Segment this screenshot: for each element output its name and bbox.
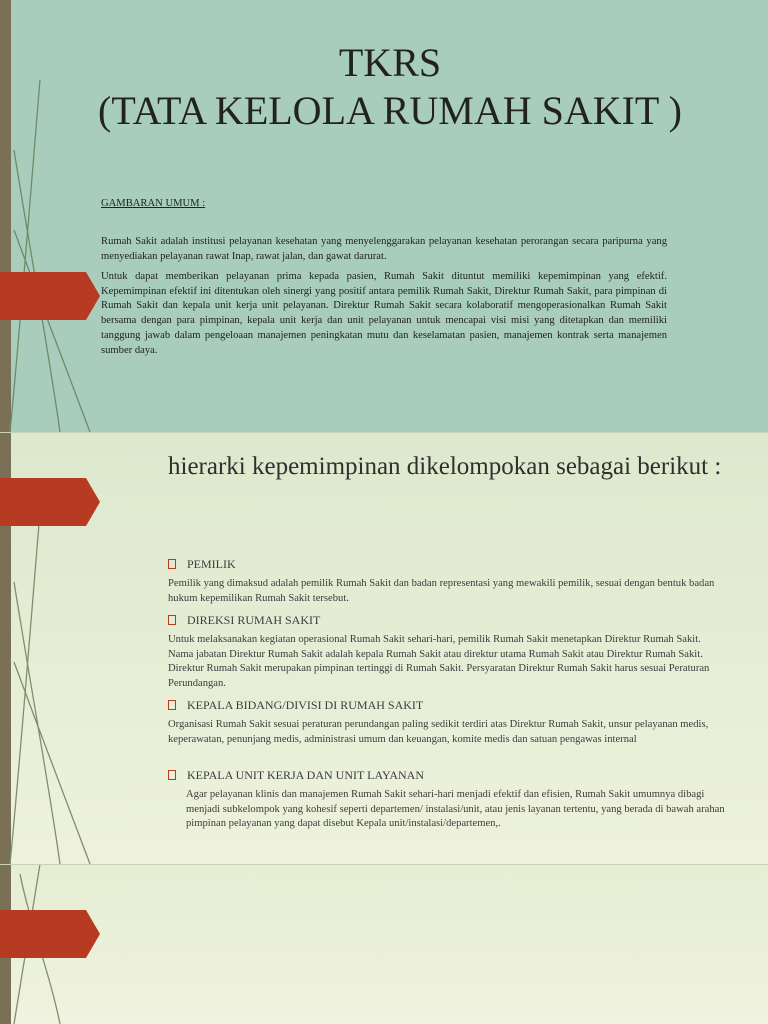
- item-text: Organisasi Rumah Sakit sesuai peraturan perundangan paling sedikit terdiri atas Direktur Rumah Sakit, unsur pelayanan medis, keperawatan, penunjang medis, administrasi umum dan keuangan, komite medis dan satuan pengawas internal: [168, 719, 709, 745]
- list-item-pemilik: [168, 556, 728, 606]
- title-line-1: TKRS: [338, 40, 442, 85]
- title-line-2: (TATA KELOLA RUMAH SAKIT ): [98, 88, 682, 133]
- bullet-icon: [168, 770, 176, 780]
- slide-separator: [0, 864, 768, 865]
- item-text: Pemilik yang dimaksud adalah pemilik Rumah Sakit dan badan representasi yang mewakili pemilik, sesuai dengan bentuk badan hukum kepemilikan Rumah Sakit tersebut.: [168, 578, 715, 604]
- item-label: KEPALA BIDANG/DIVISI DI RUMAH SAKIT: [187, 698, 424, 712]
- slide-3: [0, 864, 768, 1024]
- list-item-direksi: [168, 612, 728, 691]
- item-text: Agar pelayanan klinis dan manajemen Rumah Sakit sehari-hari menjadi efektif dan efisien, Rumah Sakit umumnya dibagi menjadi subkelompok yang kohesif seperti departemen/ instalasi/unit, atau jenis layanan tertentu, yang berada di bawah arahan pimpinan pelayanan yang dapat disebut Kepala unit/instalasi/departemen,.: [186, 789, 725, 829]
- bullet-icon: [168, 615, 176, 625]
- slide-separator: [0, 432, 768, 433]
- list-item-kepala-bidang: [168, 697, 728, 747]
- red-arrow-shape: [0, 478, 100, 526]
- list-item-kepala-unit: [168, 767, 728, 832]
- section-label: GAMBARAN UMUM :: [101, 198, 206, 209]
- paragraph-2: Untuk dapat memberikan pelayanan prima kepada pasien, Rumah Sakit dituntut memiliki kepemimpinan yang efektif. Kepemimpinan efektif ini ditentukan oleh sinergi yang positif antara pemilik Rumah Sakit, Direktur Rumah Sakit, para pimpinan di Rumah Sakit dan kepala unit kerja unit pelayanan. Direktur Rumah Sakit secara kolaboratif mengoperasionalkan Rumah Sakit bersama dengan para pimpinan, kepala unit kerja dan unit pelayanan untuk mencapai visi misi yang ditetapkan dan memiliki tanggung jawab dalam pengeloaan manajemen peningkatan mutu dan keselamatan pasien, manajemen kontrak serta manajemen sumber daya.: [101, 271, 667, 356]
- bullet-icon: [168, 700, 176, 710]
- slide-heading: hierarki kepemimpinan dikelompokan sebagai berikut :: [168, 453, 722, 480]
- slide-2: [0, 432, 768, 864]
- item-label: KEPALA UNIT KERJA DAN UNIT LAYANAN: [187, 768, 425, 782]
- red-arrow-shape: [0, 272, 100, 320]
- item-label: PEMILIK: [187, 557, 236, 571]
- item-text: Untuk melaksanakan kegiatan operasional Rumah Sakit sehari-hari, pemilik Rumah Sakit menetapkan Direktur Rumah Sakit. Nama jabatan Direktur Rumah Sakit adalah kepala Rumah Sakit atau direktur utama Rumah Sakit atau Direktur Rumah Sakit. Direktur Rumah Sakit merupakan pimpinan tertinggi di Rumah Sakit. Persyaratan Direktur Rumah Sakit harus sesuai Peraturan Perundangan.: [168, 634, 710, 689]
- slide-1: [0, 0, 768, 432]
- item-label: DIREKSI RUMAH SAKIT: [187, 613, 321, 627]
- bullet-icon: [168, 559, 176, 569]
- paragraph-1: Rumah Sakit adalah institusi pelayanan kesehatan yang menyelenggarakan pelayanan kesehatan perorangan secara paripurna yang menyediakan pelayanan rawat Inap, rawat jalan, dan gawat darurat.: [101, 236, 667, 262]
- red-arrow-shape: [0, 910, 100, 958]
